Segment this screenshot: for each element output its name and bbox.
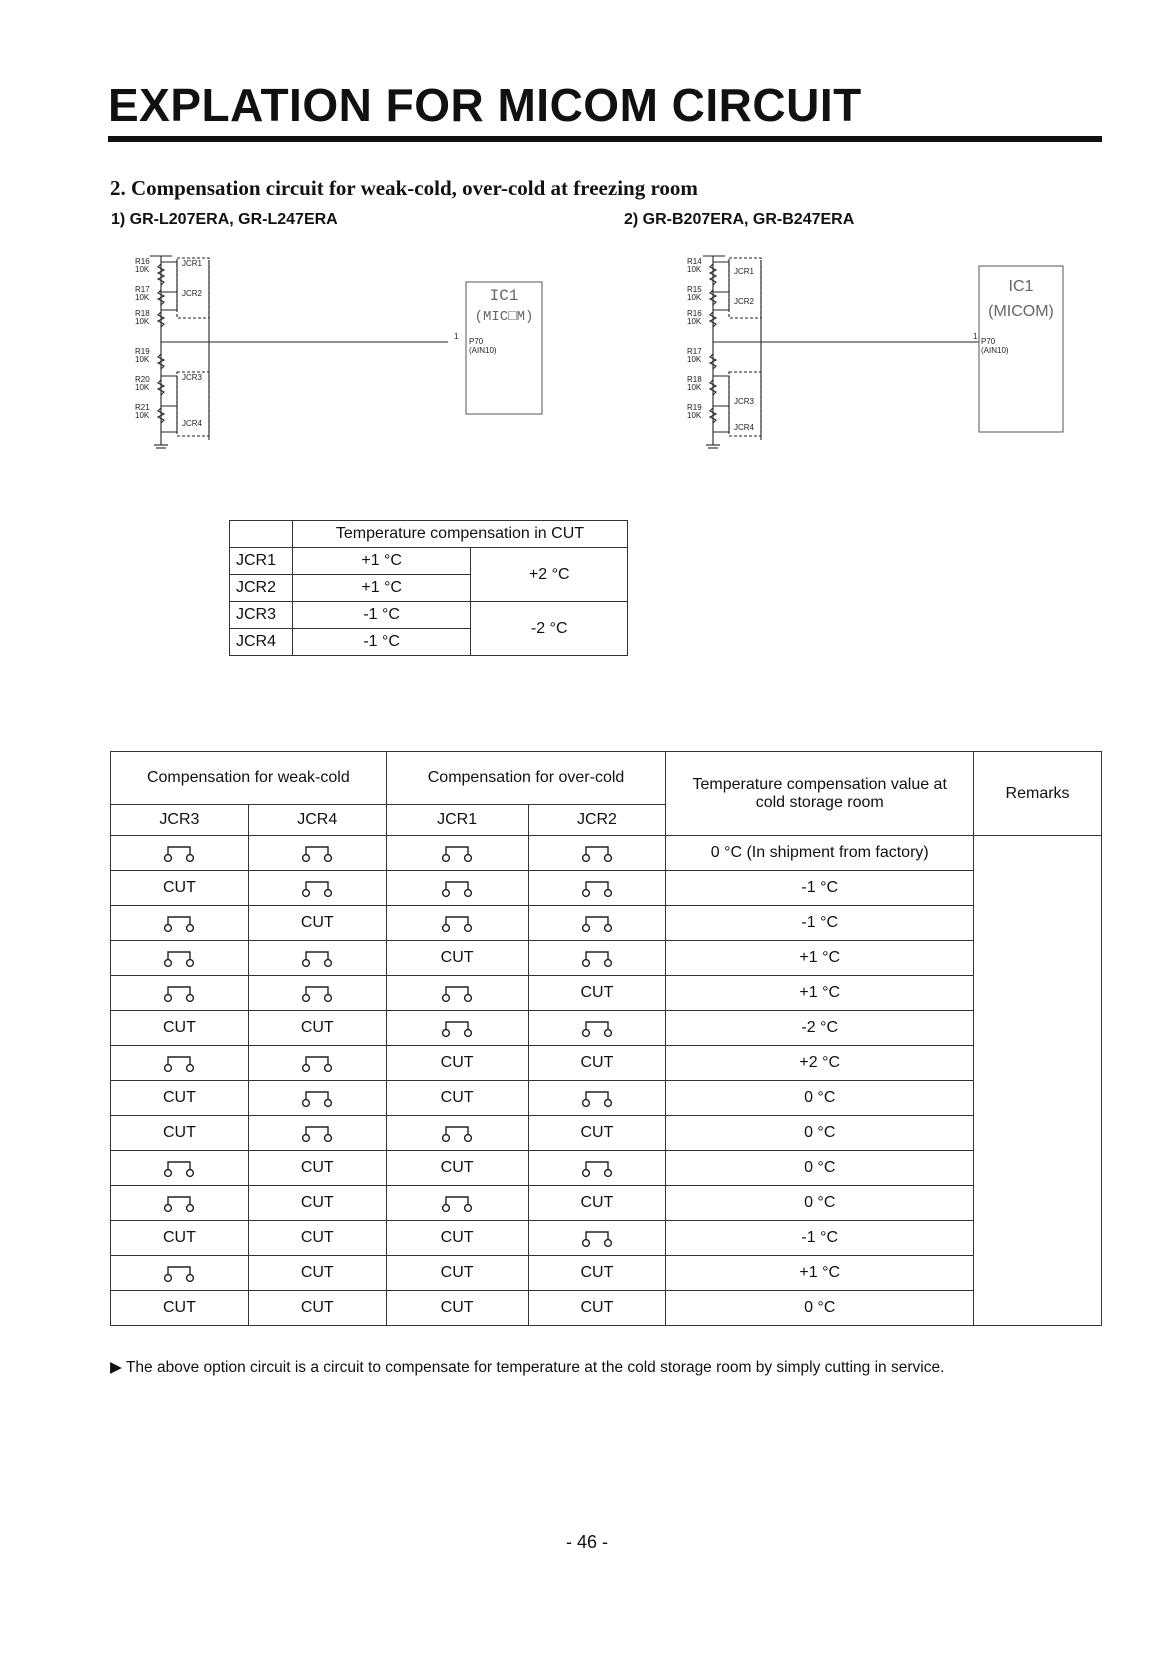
temp-value-cell: +1 °C [666, 941, 974, 976]
jcr3-jumper-closed-icon [111, 1256, 249, 1291]
jumper-label: JCR2 [734, 297, 755, 306]
jcr4-cut-cell: CUT [248, 1256, 386, 1291]
compensation-table [110, 751, 1102, 1326]
circuit-diagram-1 [130, 250, 550, 455]
temp-value-column-header: Temperature compensation value at cold storage room [666, 752, 974, 836]
resistor-value: 10K [687, 383, 702, 392]
resistor-ref: R15 [687, 285, 702, 294]
resistor-ref: R19 [687, 403, 702, 412]
group-value-cell: -2 °C [471, 602, 628, 656]
jcr3-jumper-closed-icon [111, 1151, 249, 1186]
resistor-value: 10K [135, 383, 150, 392]
jumper-label: JCR3 [734, 397, 755, 406]
resistor-value: 10K [687, 265, 702, 274]
jcr2-column-header: JCR2 [528, 805, 666, 836]
remarks-column-header: Remarks [974, 752, 1102, 836]
jcr2-jumper-closed-icon [528, 941, 666, 976]
resistor-value: 10K [135, 355, 150, 364]
jcr3-jumper-closed-icon [111, 906, 249, 941]
temp-table-header: Temperature compensation in CUT [292, 521, 627, 548]
temp-value-cell: +1 °C [666, 976, 974, 1011]
resistor-value: 10K [135, 317, 150, 326]
table-row [111, 1151, 1102, 1186]
temp-value-cell: 0 °C (In shipment from factory) [666, 836, 974, 871]
jcr2-jumper-closed-icon [528, 1011, 666, 1046]
jcr2-cut-cell: CUT [528, 1291, 666, 1326]
table-row [111, 1046, 1102, 1081]
table-row [111, 1291, 1102, 1326]
table-row [111, 871, 1102, 906]
jcr2-jumper-closed-icon [528, 836, 666, 871]
jcr3-cut-cell: CUT [111, 1116, 249, 1151]
temp-value-cell: 0 °C [666, 1116, 974, 1151]
pin-number: 1 [454, 332, 459, 341]
table-row [111, 941, 1102, 976]
resistor-value: 10K [687, 293, 702, 302]
ic-label: IC1 [489, 287, 519, 305]
empty-corner [230, 521, 293, 548]
circuit-diagram-2 [683, 250, 1103, 455]
jcr4-cut-cell: CUT [248, 1291, 386, 1326]
jcr3-jumper-closed-icon [111, 976, 249, 1011]
jcr4-jumper-closed-icon [248, 1046, 386, 1081]
jumper-cell: JCR2 [230, 575, 293, 602]
jcr2-jumper-closed-icon [528, 1221, 666, 1256]
jcr1-jumper-closed-icon [386, 836, 528, 871]
table-row [111, 1221, 1102, 1256]
table-row [111, 1116, 1102, 1151]
jcr4-cut-cell: CUT [248, 1186, 386, 1221]
jcr2-jumper-closed-icon [528, 1151, 666, 1186]
jcr2-jumper-closed-icon [528, 1081, 666, 1116]
resistor-ref: R19 [135, 347, 150, 356]
resistor-ref: R18 [135, 309, 150, 318]
jcr3-cut-cell: CUT [111, 871, 249, 906]
jcr2-cut-cell: CUT [528, 1256, 666, 1291]
ic-label: IC1 [1008, 278, 1034, 295]
resistor-value: 10K [687, 317, 702, 326]
footnote: ▶ The above option circuit is a circuit to compensate for temperature at the cold storage room by simply cutting in service. [110, 1359, 945, 1376]
resistor-value: 10K [687, 411, 702, 420]
jcr1-cut-cell: CUT [386, 1221, 528, 1256]
value-cell: -1 °C [292, 629, 470, 656]
temp-value-cell: -1 °C [666, 1221, 974, 1256]
jumper-label: JCR2 [182, 289, 203, 298]
jcr1-jumper-closed-icon [386, 976, 528, 1011]
model-group-2-label: 2) GR-B207ERA, GR-B247ERA [624, 211, 855, 228]
jcr3-cut-cell: CUT [111, 1011, 249, 1046]
ic-name: (MIC□M) [474, 309, 534, 325]
jcr1-cut-cell: CUT [386, 941, 528, 976]
resistor-ref: R14 [687, 257, 702, 266]
jcr3-cut-cell: CUT [111, 1291, 249, 1326]
jcr3-jumper-closed-icon [111, 1046, 249, 1081]
temp-value-cell: -2 °C [666, 1011, 974, 1046]
over-cold-group-header: Compensation for over-cold [386, 752, 666, 805]
jcr1-cut-cell: CUT [386, 1046, 528, 1081]
jcr1-cut-cell: CUT [386, 1081, 528, 1116]
remarks-cell [974, 836, 1102, 1326]
jcr4-jumper-closed-icon [248, 871, 386, 906]
jcr4-jumper-closed-icon [248, 836, 386, 871]
jcr1-cut-cell: CUT [386, 1256, 528, 1291]
jcr1-jumper-closed-icon [386, 1186, 528, 1221]
pin-function: (AIN10) [469, 346, 497, 355]
value-cell: +1 °C [292, 548, 470, 575]
table-row [111, 1011, 1102, 1046]
temp-value-cell: +2 °C [666, 1046, 974, 1081]
jcr3-cut-cell: CUT [111, 1081, 249, 1116]
jumper-label: JCR1 [182, 259, 203, 268]
compensation-table-body [111, 836, 1102, 1326]
jcr1-jumper-closed-icon [386, 1116, 528, 1151]
resistor-value: 10K [135, 293, 150, 302]
page-number: - 46 - [565, 1532, 608, 1552]
jcr1-cut-cell: CUT [386, 1151, 528, 1186]
jcr2-jumper-closed-icon [528, 871, 666, 906]
resistor-ref: R20 [135, 375, 150, 384]
resistor-ref: R21 [135, 403, 150, 412]
temp-value-cell: -1 °C [666, 871, 974, 906]
jcr2-cut-cell: CUT [528, 1046, 666, 1081]
jcr1-jumper-closed-icon [386, 1011, 528, 1046]
pin-name: P70 [981, 337, 996, 346]
section-title: 2. Compensation circuit for weak-cold, over-cold at freezing room [110, 176, 698, 200]
value-cell: +1 °C [292, 575, 470, 602]
resistor-ref: R16 [135, 257, 150, 266]
pin-function: (AIN10) [981, 346, 1009, 355]
jcr4-jumper-closed-icon [248, 941, 386, 976]
jcr3-cut-cell: CUT [111, 1221, 249, 1256]
title-underline [108, 136, 1102, 142]
table-row [111, 906, 1102, 941]
temp-value-cell: 0 °C [666, 1151, 974, 1186]
jcr4-cut-cell: CUT [248, 1151, 386, 1186]
jumper-cell: JCR3 [230, 602, 293, 629]
temp-value-cell: 0 °C [666, 1081, 974, 1116]
jcr2-cut-cell: CUT [528, 1186, 666, 1221]
jcr3-jumper-closed-icon [111, 1186, 249, 1221]
jcr3-jumper-closed-icon [111, 941, 249, 976]
table-row [111, 976, 1102, 1011]
resistor-ref: R16 [687, 309, 702, 318]
jumper-label: JCR4 [734, 423, 755, 432]
jumper-label: JCR1 [734, 267, 755, 276]
ic-name: (MICOM) [988, 303, 1054, 320]
jumper-cell: JCR4 [230, 629, 293, 656]
temp-value-cell: +1 °C [666, 1256, 974, 1291]
model-group-1-label: 1) GR-L207ERA, GR-L247ERA [111, 211, 338, 228]
page-title: EXPLATION FOR MICOM CIRCUIT [108, 79, 862, 131]
pin-name: P70 [469, 337, 484, 346]
jcr4-jumper-closed-icon [248, 1081, 386, 1116]
table-row [111, 1081, 1102, 1116]
temp-value-cell: 0 °C [666, 1291, 974, 1326]
jcr2-jumper-closed-icon [528, 906, 666, 941]
jcr4-column-header: JCR4 [248, 805, 386, 836]
jcr2-cut-cell: CUT [528, 1116, 666, 1151]
jumper-label: JCR4 [182, 419, 203, 428]
resistor-ref: R18 [687, 375, 702, 384]
jcr4-cut-cell: CUT [248, 1221, 386, 1256]
value-cell: -1 °C [292, 602, 470, 629]
resistor-ref: R17 [687, 347, 702, 356]
group-value-cell: +2 °C [471, 548, 628, 602]
jumper-cell: JCR1 [230, 548, 293, 575]
table-row [111, 1256, 1102, 1291]
temp-value-cell: 0 °C [666, 1186, 974, 1221]
jcr4-jumper-closed-icon [248, 1116, 386, 1151]
weak-cold-group-header: Compensation for weak-cold [111, 752, 387, 805]
jcr2-cut-cell: CUT [528, 976, 666, 1011]
pin-number: 1 [973, 332, 978, 341]
jcr1-column-header: JCR1 [386, 805, 528, 836]
jumper-label: JCR3 [182, 373, 203, 382]
resistor-value: 10K [687, 355, 702, 364]
jcr1-jumper-closed-icon [386, 906, 528, 941]
jcr1-jumper-closed-icon [386, 871, 528, 906]
table-row [111, 1186, 1102, 1221]
jcr4-cut-cell: CUT [248, 906, 386, 941]
jcr4-cut-cell: CUT [248, 1011, 386, 1046]
jcr3-jumper-closed-icon [111, 836, 249, 871]
temp-value-cell: -1 °C [666, 906, 974, 941]
resistor-ref: R17 [135, 285, 150, 294]
resistor-value: 10K [135, 265, 150, 274]
jcr3-column-header: JCR3 [111, 805, 249, 836]
jcr1-cut-cell: CUT [386, 1291, 528, 1326]
temp-compensation-table [229, 520, 628, 656]
table-row [111, 836, 1102, 871]
resistor-value: 10K [135, 411, 150, 420]
jcr4-jumper-closed-icon [248, 976, 386, 1011]
